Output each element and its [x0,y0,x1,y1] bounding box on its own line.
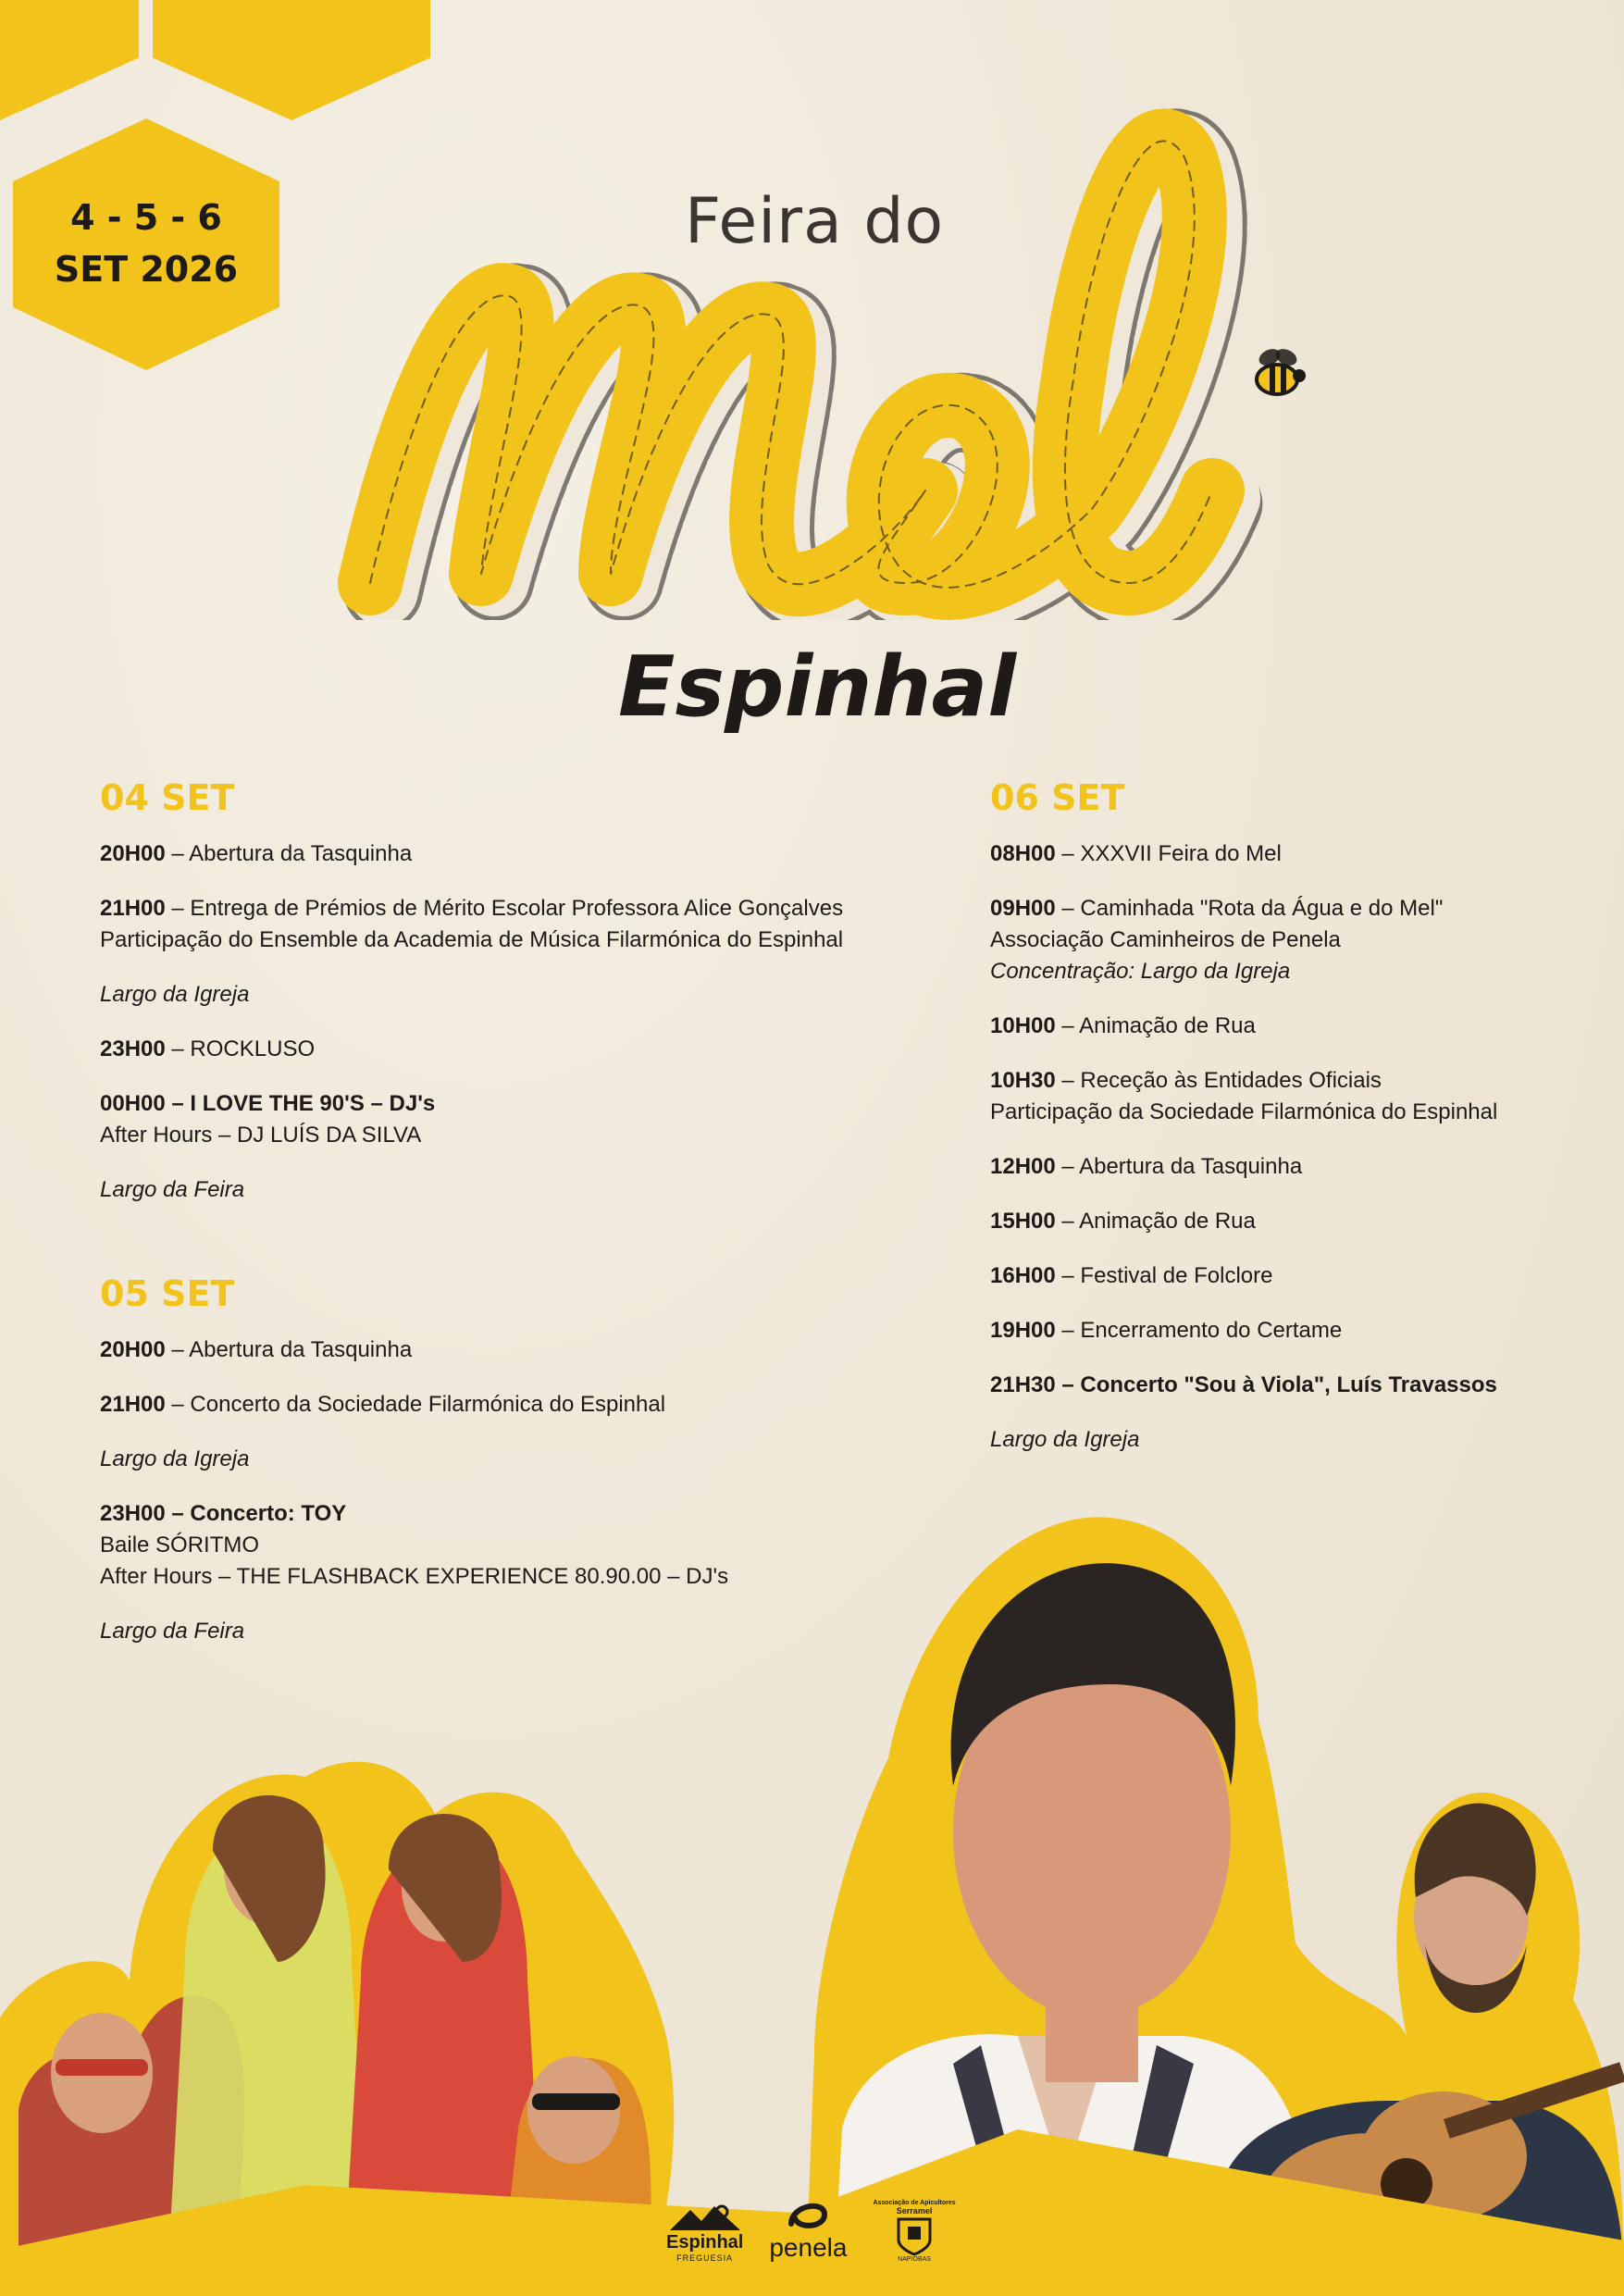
schedule-right-column [990,777,1601,1479]
espinhal-logo: Espinhal FREGUESIA [666,2201,743,2263]
event-location: Largo da Feira [100,1177,245,1202]
day-04-set [100,777,933,1206]
bee-icon [1257,346,1306,394]
event-location: Largo da Igreja [990,1427,1140,1452]
event-item: 10H30 – Receção às Entidades Oficiais Participação da Sociedade Filarmónica do Espinhal [990,1068,1498,1124]
event-item: 12H00 – Abertura da Tasquinha [990,1154,1303,1179]
penela-logo: penela [769,2196,847,2263]
title-mel [333,102,1370,620]
event-item: 08H00 – XXXVII Feira do Mel [990,841,1282,866]
event-item: 20H00 – Abertura da Tasquinha [100,1337,413,1362]
event-item: 16H00 – Festival de Folclore [990,1263,1273,1288]
event-location: Largo da Igreja [100,982,250,1007]
title-espinhal: Espinhal [618,639,1017,736]
date-badge [13,118,279,368]
serramel-logo: Associação de Apicultores Serramel NAPIOBAS [873,2200,956,2263]
hexagon-decoration [0,0,139,120]
event-location: Largo da Igreja [100,1446,250,1471]
event-item: 15H00 – Animação de Rua [990,1209,1256,1234]
sponsor-logos [666,2170,962,2263]
date-month-year: SET 2026 [54,249,239,290]
day-06-set [990,777,1601,1456]
event-item: 23H00 – Concerto: TOY Baile SÓRITMO After Hours – THE FLASHBACK EXPERIENCE 80.90.00 – DJ's [100,1501,729,1589]
mountain-icon [668,2201,742,2232]
event-item: 20H00 – Abertura da Tasquinha [100,841,413,866]
crest-icon [895,2215,934,2256]
event-item: 21H00 – Concerto da Sociedade Filarmónica do Espinhal [100,1392,666,1417]
event-item: 23H00 – ROCKLUSO [100,1036,316,1061]
event-item: 19H00 – Encerramento do Certame [990,1318,1343,1343]
event-item: 09H00 – Caminhada "Rota da Água e do Mel" Associação Caminheiros de Penela Concentração: Largo da Igreja [990,896,1444,984]
event-location: Largo da Feira [100,1619,245,1644]
day-heading: 05 SET [100,1273,235,1314]
penela-mark-icon [786,2196,830,2233]
event-item: 21H30 – Concerto "Sou à Viola", Luís Travassos [990,1372,1497,1397]
day-heading: 06 SET [990,777,1125,818]
title-feira-do: Feira do [685,185,945,258]
event-item: 21H00 – Entrega de Prémios de Mérito Escolar Professora Alice Gonçalves Participação do Ensemble da Academia de Música Filarmónica do Espinhal [100,896,844,952]
event-item: 00H00 – I LOVE THE 90'S – DJ's After Hours – DJ LUÍS DA SILVA [100,1091,436,1148]
event-item: 10H00 – Animação de Rua [990,1013,1256,1038]
date-days: 4 - 5 - 6 [70,197,222,238]
day-heading: 04 SET [100,777,235,818]
